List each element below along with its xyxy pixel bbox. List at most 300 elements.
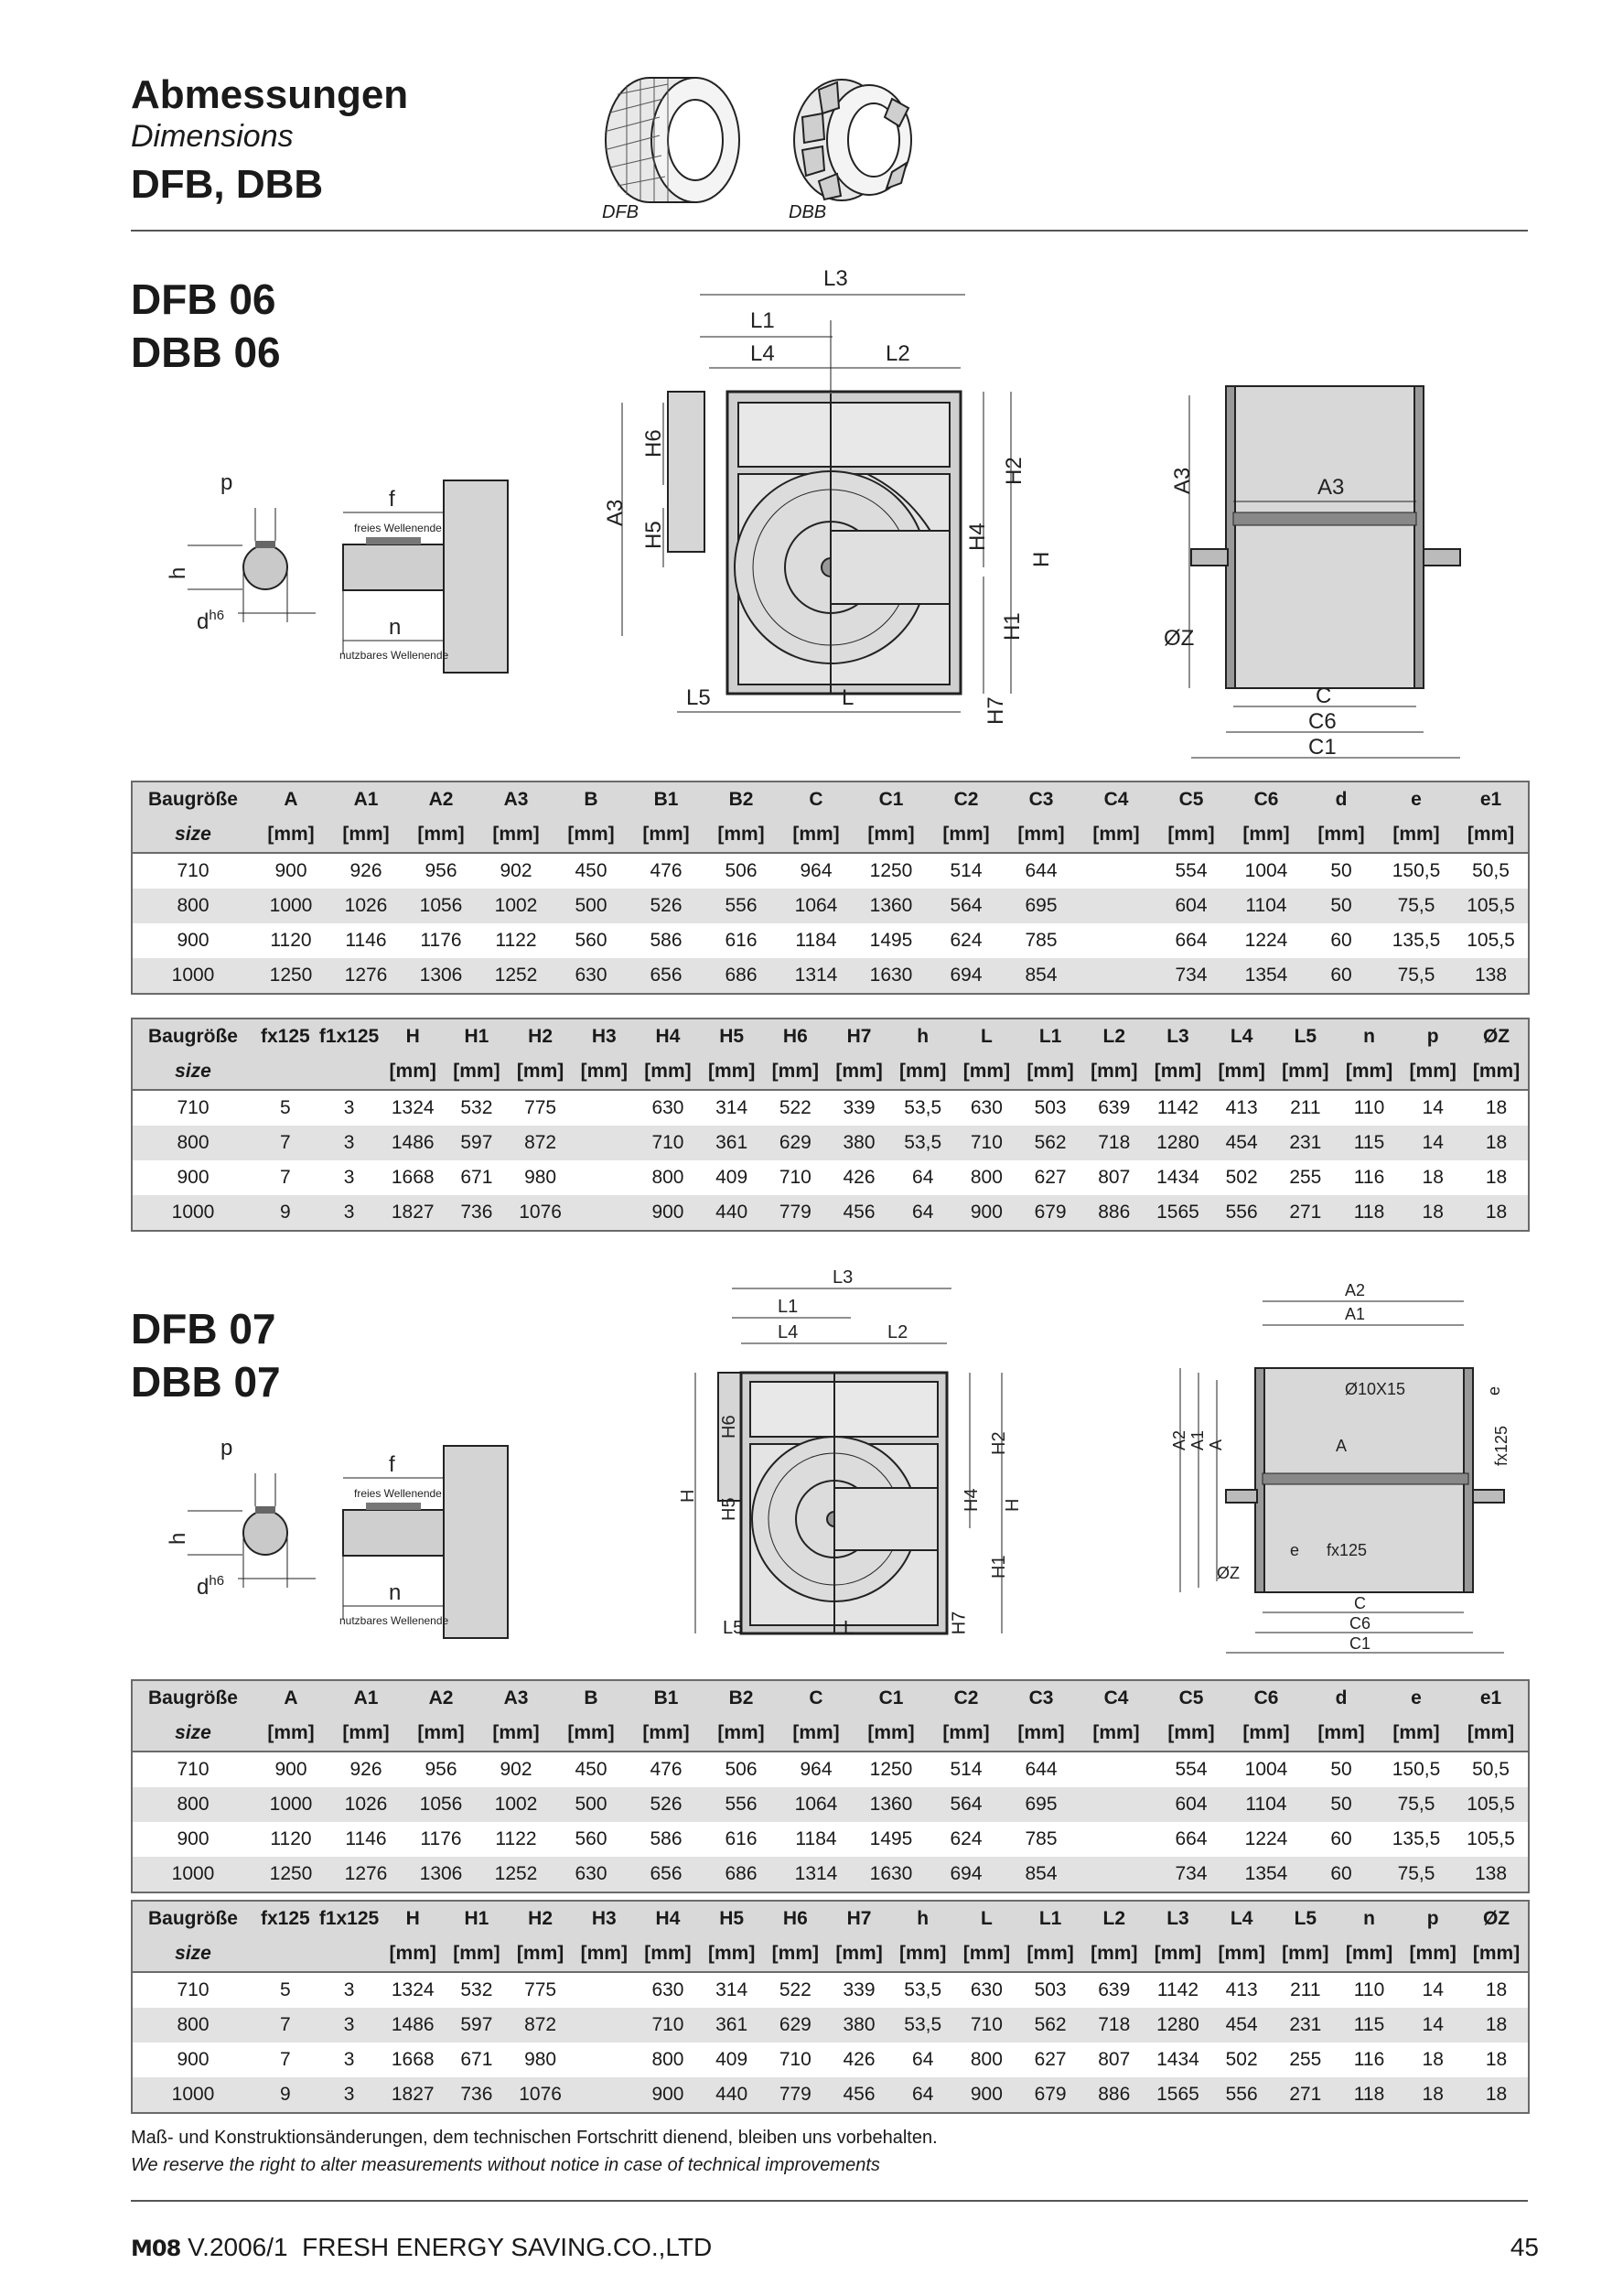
value-cell: 630 bbox=[970, 1979, 1003, 2000]
value-cell: 426 bbox=[843, 2049, 876, 2070]
value-cell: 3 bbox=[343, 1979, 355, 2000]
value-cell: 1324 bbox=[391, 1979, 435, 2000]
value-cell: 1056 bbox=[403, 889, 478, 923]
value-cell: 980 bbox=[524, 1167, 557, 1188]
table-row bbox=[132, 853, 1529, 889]
unit-cell: [mm] bbox=[700, 1936, 764, 1972]
value-cell: 1252 bbox=[478, 1857, 554, 1892]
dimensions-table-06-b bbox=[131, 1018, 1530, 1232]
header-cell: C5 bbox=[1154, 1680, 1229, 1716]
size-cell: 1000 bbox=[132, 958, 253, 994]
unit-cell: [mm] bbox=[891, 1936, 955, 1972]
header-cell: H7 bbox=[827, 1901, 891, 1936]
value-cell: 1176 bbox=[420, 1828, 462, 1849]
value-cell: 18 bbox=[1422, 1167, 1444, 1188]
svg-text:L2: L2 bbox=[887, 1322, 908, 1342]
unit-cell: [mm] bbox=[764, 1936, 828, 1972]
value-cell: 872 bbox=[509, 1126, 573, 1160]
value-cell: 779 bbox=[764, 2077, 828, 2113]
value-cell: 1122 bbox=[495, 930, 537, 951]
svg-text:H2: H2 bbox=[1002, 457, 1026, 485]
header-cell: Baugröße bbox=[132, 1019, 253, 1054]
unit-cell: [mm] bbox=[929, 1716, 1004, 1752]
footnote-german: Maß- und Konstruktionsänderungen, dem technischen Fortschritt dienend, bleiben uns vorbehalten. bbox=[131, 2128, 938, 2148]
value-cell: 271 bbox=[1274, 2077, 1338, 2113]
table-header-row bbox=[132, 782, 1529, 817]
unit-cell: [mm] bbox=[929, 817, 1004, 853]
value-cell: 926 bbox=[349, 860, 382, 881]
value-cell: 456 bbox=[827, 1195, 891, 1231]
unit-cell: [mm] bbox=[1154, 817, 1229, 853]
value-cell: 314 bbox=[715, 1979, 748, 2000]
unit-cell: [mm] bbox=[1146, 1936, 1210, 1972]
header-cell: n bbox=[1338, 1901, 1402, 1936]
header-cell: C bbox=[779, 1680, 854, 1716]
svg-text:C1: C1 bbox=[1349, 1634, 1371, 1653]
unit-cell: [mm] bbox=[1229, 817, 1304, 853]
header-cell: H2 bbox=[509, 1019, 573, 1054]
value-cell: 800 bbox=[970, 2049, 1003, 2070]
header-cell: d bbox=[1304, 782, 1379, 817]
svg-text:n: n bbox=[389, 1580, 402, 1605]
header-cell: e1 bbox=[1454, 1680, 1529, 1716]
value-cell: 1486 bbox=[381, 1126, 445, 1160]
header-cell: C1 bbox=[854, 1680, 929, 1716]
svg-text:L4: L4 bbox=[778, 1322, 799, 1342]
value-cell: 50,5 bbox=[1472, 1759, 1510, 1780]
header-cell: A2 bbox=[403, 1680, 478, 1716]
value-cell: 53,5 bbox=[891, 1126, 955, 1160]
size-cell: 710 bbox=[177, 1759, 210, 1780]
header-cell: C6 bbox=[1229, 1680, 1304, 1716]
value-cell: 53,5 bbox=[891, 2008, 955, 2043]
value-cell: 656 bbox=[629, 1857, 704, 1892]
page-subtitle: Dimensions bbox=[131, 119, 294, 154]
value-cell: 3 bbox=[317, 1126, 382, 1160]
svg-text:nutzbares Wellenende: nutzbares Wellenende bbox=[339, 649, 449, 662]
value-cell: 630 bbox=[554, 958, 629, 994]
value-cell: 75,5 bbox=[1379, 1857, 1454, 1892]
svg-text:H4: H4 bbox=[965, 523, 990, 551]
header-cell: H bbox=[381, 1019, 445, 1054]
size-cell: 900 bbox=[177, 1828, 210, 1849]
header-cell: L4 bbox=[1209, 1901, 1274, 1936]
header-cell: B1 bbox=[629, 1680, 704, 1716]
unit-cell: [mm] bbox=[1338, 1054, 1402, 1090]
value-cell: 736 bbox=[445, 1195, 509, 1231]
unit-cell: [mm] bbox=[403, 1716, 478, 1752]
value-cell: 710 bbox=[779, 1167, 812, 1188]
unit-cell: size bbox=[132, 1716, 253, 1752]
value-cell: 18 bbox=[1485, 1167, 1508, 1188]
value-cell: 50 bbox=[1330, 860, 1352, 881]
svg-text:H6: H6 bbox=[719, 1415, 739, 1439]
value-cell: 1002 bbox=[478, 889, 554, 923]
value-cell: 18 bbox=[1485, 1979, 1508, 2000]
size-cell: 900 bbox=[177, 2049, 210, 2070]
value-cell: 554 bbox=[1175, 1759, 1208, 1780]
value-cell bbox=[572, 1090, 636, 1126]
svg-text:L1: L1 bbox=[778, 1297, 799, 1317]
value-cell: 456 bbox=[827, 2077, 891, 2113]
value-cell: 409 bbox=[715, 1167, 748, 1188]
value-cell: 1306 bbox=[403, 958, 478, 994]
unit-cell: [mm] bbox=[1018, 1054, 1082, 1090]
value-cell: 807 bbox=[1098, 2049, 1131, 2070]
unit-cell: [mm] bbox=[779, 1716, 854, 1752]
value-cell: 926 bbox=[349, 1759, 382, 1780]
value-cell: 695 bbox=[1004, 1787, 1079, 1822]
value-cell: 1026 bbox=[328, 889, 403, 923]
value-cell: 1434 bbox=[1156, 2049, 1199, 2070]
value-cell: 1104 bbox=[1229, 889, 1304, 923]
header-cell: C4 bbox=[1079, 1680, 1154, 1716]
svg-text:A2: A2 bbox=[1345, 1281, 1366, 1299]
value-cell: 694 bbox=[929, 958, 1004, 994]
header-cell: n bbox=[1338, 1019, 1402, 1054]
unit-cell: [mm] bbox=[1209, 1054, 1274, 1090]
value-cell bbox=[1079, 1787, 1154, 1822]
svg-text:L1: L1 bbox=[750, 308, 775, 333]
value-cell: 560 bbox=[575, 1828, 607, 1849]
value-cell: 624 bbox=[950, 1828, 983, 1849]
value-cell: 211 bbox=[1290, 1979, 1321, 2000]
value-cell: 1668 bbox=[391, 2049, 435, 2070]
value-cell: 454 bbox=[1209, 1126, 1274, 1160]
value-cell: 3 bbox=[343, 1167, 355, 1188]
value-cell: 440 bbox=[700, 1195, 764, 1231]
value-cell: 14 bbox=[1422, 1979, 1444, 2000]
value-cell: 639 bbox=[1098, 1979, 1131, 2000]
unit-cell: [mm] bbox=[704, 817, 779, 853]
value-cell: 736 bbox=[445, 2077, 509, 2113]
value-cell: 624 bbox=[950, 930, 983, 951]
value-cell: 630 bbox=[651, 1979, 684, 2000]
header-cell: f1x125 bbox=[317, 1901, 382, 1936]
unit-cell: [mm] bbox=[1304, 1716, 1379, 1752]
front-view-drawing-07 bbox=[1162, 1281, 1510, 1665]
value-cell: 9 bbox=[253, 2077, 317, 2113]
value-cell: 450 bbox=[575, 1759, 607, 1780]
header-cell: f1x125 bbox=[317, 1019, 382, 1054]
value-cell: 956 bbox=[425, 860, 457, 881]
value-cell: 75,5 bbox=[1379, 1787, 1454, 1822]
value-cell: 1076 bbox=[509, 2077, 573, 2113]
unit-cell: [mm] bbox=[1209, 1936, 1274, 1972]
svg-text:freies Wellenende: freies Wellenende bbox=[354, 522, 442, 534]
value-cell: 630 bbox=[651, 1097, 684, 1118]
unit-cell: [mm] bbox=[636, 1936, 700, 1972]
unit-cell: [mm] bbox=[445, 1054, 509, 1090]
value-cell: 5 bbox=[280, 1979, 291, 2000]
header-cell: fx125 bbox=[253, 1901, 317, 1936]
value-cell bbox=[572, 1195, 636, 1231]
value-cell: 7 bbox=[280, 2049, 291, 2070]
value-cell: 9 bbox=[253, 1195, 317, 1231]
table-row bbox=[132, 1752, 1529, 1787]
value-cell bbox=[1079, 889, 1154, 923]
value-cell: 271 bbox=[1274, 1195, 1338, 1231]
value-cell: 630 bbox=[970, 1097, 1003, 1118]
svg-text:H5: H5 bbox=[641, 521, 666, 549]
header-cell: H7 bbox=[827, 1019, 891, 1054]
value-cell: 1064 bbox=[779, 1787, 854, 1822]
value-cell: 616 bbox=[725, 930, 758, 951]
size-cell: 1000 bbox=[132, 1857, 253, 1892]
svg-text:C: C bbox=[1316, 684, 1332, 708]
value-cell: 53,5 bbox=[904, 1979, 942, 2000]
header-cell: e bbox=[1379, 1680, 1454, 1716]
unit-cell: [mm] bbox=[328, 1716, 403, 1752]
value-cell: 627 bbox=[1034, 2049, 1067, 2070]
value-cell bbox=[572, 2077, 636, 2113]
value-cell: 1565 bbox=[1146, 2077, 1210, 2113]
value-cell: 3 bbox=[317, 1195, 382, 1231]
value-cell: 18 bbox=[1401, 2077, 1465, 2113]
value-cell: 1184 bbox=[795, 930, 837, 951]
value-cell: 710 bbox=[636, 1126, 700, 1160]
value-cell: 18 bbox=[1422, 2049, 1444, 2070]
value-cell: 75,5 bbox=[1379, 889, 1454, 923]
value-cell: 476 bbox=[650, 860, 683, 881]
value-cell: 1002 bbox=[478, 1787, 554, 1822]
svg-text:fx125: fx125 bbox=[1492, 1425, 1510, 1466]
value-cell: 60 bbox=[1330, 1828, 1352, 1849]
value-cell: 710 bbox=[636, 2008, 700, 2043]
value-cell: 105,5 bbox=[1454, 1787, 1529, 1822]
value-cell: 135,5 bbox=[1392, 930, 1441, 951]
table-header-row bbox=[132, 1901, 1529, 1936]
svg-text:H4: H4 bbox=[962, 1488, 982, 1512]
value-cell: 18 bbox=[1465, 1195, 1529, 1231]
value-cell: 656 bbox=[629, 958, 704, 994]
svg-text:ØZ: ØZ bbox=[1217, 1564, 1240, 1582]
value-cell: 339 bbox=[843, 1097, 876, 1118]
table-row bbox=[132, 958, 1529, 994]
unit-cell: [mm] bbox=[1079, 817, 1154, 853]
unit-cell: [mm] bbox=[328, 817, 403, 853]
unit-cell: [mm] bbox=[1338, 1936, 1402, 1972]
footer-rule bbox=[131, 2200, 1528, 2202]
value-cell: 50 bbox=[1304, 889, 1379, 923]
value-cell: 75,5 bbox=[1379, 958, 1454, 994]
header-cell: L1 bbox=[1018, 1019, 1082, 1054]
value-cell: 807 bbox=[1098, 1167, 1131, 1188]
value-cell: 556 bbox=[1209, 2077, 1274, 2113]
value-cell: 980 bbox=[524, 2049, 557, 2070]
size-cell: 710 bbox=[177, 1979, 210, 2000]
value-cell bbox=[572, 1126, 636, 1160]
unit-cell: [mm] bbox=[1082, 1054, 1146, 1090]
value-cell: 105,5 bbox=[1467, 930, 1515, 951]
size-cell: 1000 bbox=[132, 1195, 253, 1231]
unit-cell: [mm] bbox=[572, 1936, 636, 1972]
value-cell: 586 bbox=[650, 930, 683, 951]
value-cell: 785 bbox=[1025, 1828, 1058, 1849]
table-row bbox=[132, 923, 1529, 958]
value-cell: 1360 bbox=[854, 889, 929, 923]
value-cell: 956 bbox=[425, 1759, 457, 1780]
unit-cell: [mm] bbox=[1465, 1936, 1529, 1972]
header-cell: H6 bbox=[764, 1901, 828, 1936]
value-cell: 1306 bbox=[403, 1857, 478, 1892]
value-cell bbox=[572, 1160, 636, 1195]
value-cell: 7 bbox=[253, 2008, 317, 2043]
value-cell: 644 bbox=[1025, 860, 1058, 881]
shaft-end-drawing-07 bbox=[160, 1428, 517, 1647]
unit-cell: [mm] bbox=[764, 1054, 828, 1090]
value-cell: 18 bbox=[1465, 1126, 1529, 1160]
unit-cell: [mm] bbox=[1079, 1716, 1154, 1752]
header-cell: A bbox=[253, 1680, 328, 1716]
svg-text:fx125: fx125 bbox=[1327, 1541, 1368, 1559]
dbb-caption: DBB bbox=[789, 202, 827, 222]
value-cell: 1104 bbox=[1229, 1787, 1304, 1822]
header-cell: C1 bbox=[854, 782, 929, 817]
unit-cell: [mm] bbox=[854, 1716, 929, 1752]
header-cell: H6 bbox=[764, 1019, 828, 1054]
header-cell: L4 bbox=[1209, 1019, 1274, 1054]
value-cell: 231 bbox=[1274, 1126, 1338, 1160]
unit-cell: [mm] bbox=[381, 1054, 445, 1090]
footer-left bbox=[131, 2233, 712, 2262]
unit-cell: [mm] bbox=[629, 1716, 704, 1752]
value-cell bbox=[572, 2043, 636, 2077]
svg-text:e: e bbox=[1485, 1385, 1503, 1396]
value-cell: 900 bbox=[274, 1759, 307, 1780]
header-cell: L2 bbox=[1082, 1901, 1146, 1936]
value-cell: 1565 bbox=[1146, 1195, 1210, 1231]
unit-cell: [mm] bbox=[854, 817, 929, 853]
value-cell: 1486 bbox=[381, 2008, 445, 2043]
value-cell: 3 bbox=[343, 2049, 355, 2070]
value-cell bbox=[1079, 1857, 1154, 1892]
value-cell bbox=[1079, 1752, 1154, 1787]
value-cell: 1146 bbox=[345, 930, 387, 951]
dimensions-table-06-a bbox=[131, 781, 1530, 995]
value-cell: 664 bbox=[1175, 1828, 1208, 1849]
value-cell: 18 bbox=[1401, 1195, 1465, 1231]
value-cell: 1064 bbox=[779, 889, 854, 923]
svg-text:L2: L2 bbox=[886, 341, 910, 366]
svg-text:f: f bbox=[389, 487, 395, 512]
unit-cell: size bbox=[132, 1054, 253, 1090]
value-cell: 138 bbox=[1454, 958, 1529, 994]
header-cell: A3 bbox=[478, 782, 554, 817]
unit-cell: [mm] bbox=[1229, 1716, 1304, 1752]
value-cell: 50 bbox=[1330, 1759, 1352, 1780]
header-rule bbox=[131, 230, 1528, 232]
value-cell: 60 bbox=[1330, 930, 1352, 951]
table-row bbox=[132, 1972, 1529, 2008]
svg-text:e: e bbox=[1290, 1541, 1300, 1559]
value-cell: 1184 bbox=[795, 1828, 837, 1849]
value-cell: 64 bbox=[912, 2049, 934, 2070]
unit-cell: [mm] bbox=[509, 1936, 573, 1972]
value-cell: 1250 bbox=[869, 860, 913, 881]
value-cell: 500 bbox=[554, 889, 629, 923]
header-cell: C5 bbox=[1154, 782, 1229, 817]
value-cell: 734 bbox=[1154, 958, 1229, 994]
value-cell: 1314 bbox=[779, 1857, 854, 1892]
unit-cell: [mm] bbox=[554, 817, 629, 853]
header-cell: A1 bbox=[328, 782, 403, 817]
value-cell: 380 bbox=[827, 2008, 891, 2043]
value-cell: 116 bbox=[1353, 1167, 1385, 1188]
value-cell: 361 bbox=[700, 1126, 764, 1160]
value-cell: 564 bbox=[929, 1787, 1004, 1822]
svg-text:C1: C1 bbox=[1308, 735, 1337, 760]
svg-text:H: H bbox=[678, 1489, 698, 1503]
value-cell: 514 bbox=[950, 860, 983, 881]
svg-text:A2: A2 bbox=[1170, 1429, 1188, 1450]
dfb-caption: DFB bbox=[602, 202, 639, 222]
value-cell: 1276 bbox=[328, 958, 403, 994]
value-cell: 506 bbox=[725, 1759, 758, 1780]
value-cell: 686 bbox=[704, 958, 779, 994]
unit-cell: [mm] bbox=[700, 1054, 764, 1090]
value-cell: 900 bbox=[274, 860, 307, 881]
value-cell: 1146 bbox=[345, 1828, 387, 1849]
value-cell: 1224 bbox=[1244, 930, 1288, 951]
value-cell: 3 bbox=[317, 2008, 382, 2043]
value-cell: 1224 bbox=[1244, 1828, 1288, 1849]
svg-text:H1: H1 bbox=[989, 1555, 1009, 1579]
svg-text:L3: L3 bbox=[833, 1267, 854, 1288]
value-cell: 5 bbox=[280, 1097, 291, 1118]
header-cell: L3 bbox=[1146, 1901, 1210, 1936]
unit-cell bbox=[317, 1054, 382, 1090]
value-cell: 671 bbox=[460, 2049, 493, 2070]
size-cell: 800 bbox=[132, 2008, 253, 2043]
value-cell: 964 bbox=[800, 860, 833, 881]
value-cell: 686 bbox=[704, 1857, 779, 1892]
unit-cell: [mm] bbox=[827, 1054, 891, 1090]
value-cell: 526 bbox=[629, 1787, 704, 1822]
value-cell: 597 bbox=[445, 1126, 509, 1160]
value-cell: 380 bbox=[827, 1126, 891, 1160]
header-cell: H5 bbox=[700, 1019, 764, 1054]
section-07-title-dbb: DBB 07 bbox=[131, 1358, 281, 1406]
header-cell: C bbox=[779, 782, 854, 817]
value-cell: 630 bbox=[554, 1857, 629, 1892]
value-cell: 115 bbox=[1338, 1126, 1402, 1160]
size-cell: 710 bbox=[177, 1097, 210, 1118]
header-cell: B1 bbox=[629, 782, 704, 817]
value-cell bbox=[1079, 923, 1154, 958]
table-row bbox=[132, 1160, 1529, 1195]
svg-text:dh6: $d^{h6}$ bbox=[197, 1573, 225, 1600]
value-cell bbox=[572, 2008, 636, 2043]
value-cell: 502 bbox=[1225, 2049, 1258, 2070]
value-cell: 800 bbox=[651, 1167, 684, 1188]
size-cell: 800 bbox=[132, 889, 253, 923]
svg-text:h: h bbox=[166, 566, 190, 579]
size-cell: 1000 bbox=[132, 2077, 253, 2113]
value-cell: 532 bbox=[460, 1979, 493, 2000]
unit-cell: [mm] bbox=[445, 1936, 509, 1972]
value-cell: 695 bbox=[1004, 889, 1079, 923]
value-cell: 3 bbox=[343, 1097, 355, 1118]
dbb-wheel-image bbox=[782, 71, 919, 213]
header-cell: L3 bbox=[1146, 1019, 1210, 1054]
value-cell: 118 bbox=[1338, 1195, 1402, 1231]
svg-text:f: f bbox=[389, 1452, 395, 1477]
value-cell: 116 bbox=[1353, 2049, 1385, 2070]
unit-cell: size bbox=[132, 817, 253, 853]
value-cell: 562 bbox=[1018, 1126, 1082, 1160]
value-cell: 1495 bbox=[869, 930, 913, 951]
